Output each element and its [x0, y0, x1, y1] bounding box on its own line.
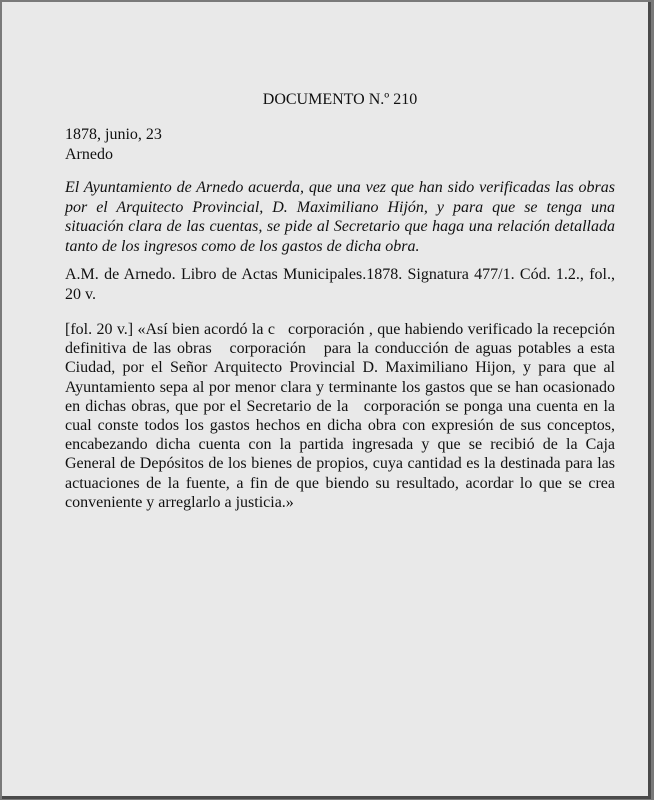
- document-title: DOCUMENTO N.º 210: [262, 91, 418, 108]
- document-summary: El Ayuntamiento de Arnedo acuerda, que una vez que han sido verificadas las obras por el Arquitecto Provincial, D. Maximiliano Hijón, y para que se tenga una situación clara de las cuentas, se pide al Secretario que haga una relación detallada tanto de los ingresos como de los gastos de dicha obra.: [65, 179, 615, 255]
- document-page: [2, 2, 651, 799]
- document-source-reference: A.M. de Arnedo. Libro de Actas Municipales.1878. Signatura 477/1. Cód. 1.2., fol., 20 v.: [65, 266, 615, 303]
- document-transcription: [fol. 20 v.] «Así bien acordó la c corporación , que habiendo verificado la recepción definitiva de las obras corporación para la conducción de aguas potables a esta Ciudad, por el Señor Arquitecto Provincial D. Maximiliano Hijon, y para que al Ayuntamiento sepa al por menor clara y terminante los gastos que se han ocasionado en dichas obras, que por el Secretario de la corporación se ponga una cuenta en la cual conste todos los gastos hechos en dicha obra con expresión de sus conceptos, encabezando dicha cuenta con la partida ingresada y que se recibió de la Caja General de Depósitos de los bienes de propios, cuya cantidad es la destinada para las actuaciones de la fuente, a fin de que biendo su resultado, acordar lo que se crea conveniente y arreglarlo a justicia.»: [65, 321, 619, 511]
- document-date: 1878, junio, 23: [65, 126, 162, 143]
- document-dateline: [65, 125, 162, 165]
- document-place: Arnedo: [65, 146, 113, 163]
